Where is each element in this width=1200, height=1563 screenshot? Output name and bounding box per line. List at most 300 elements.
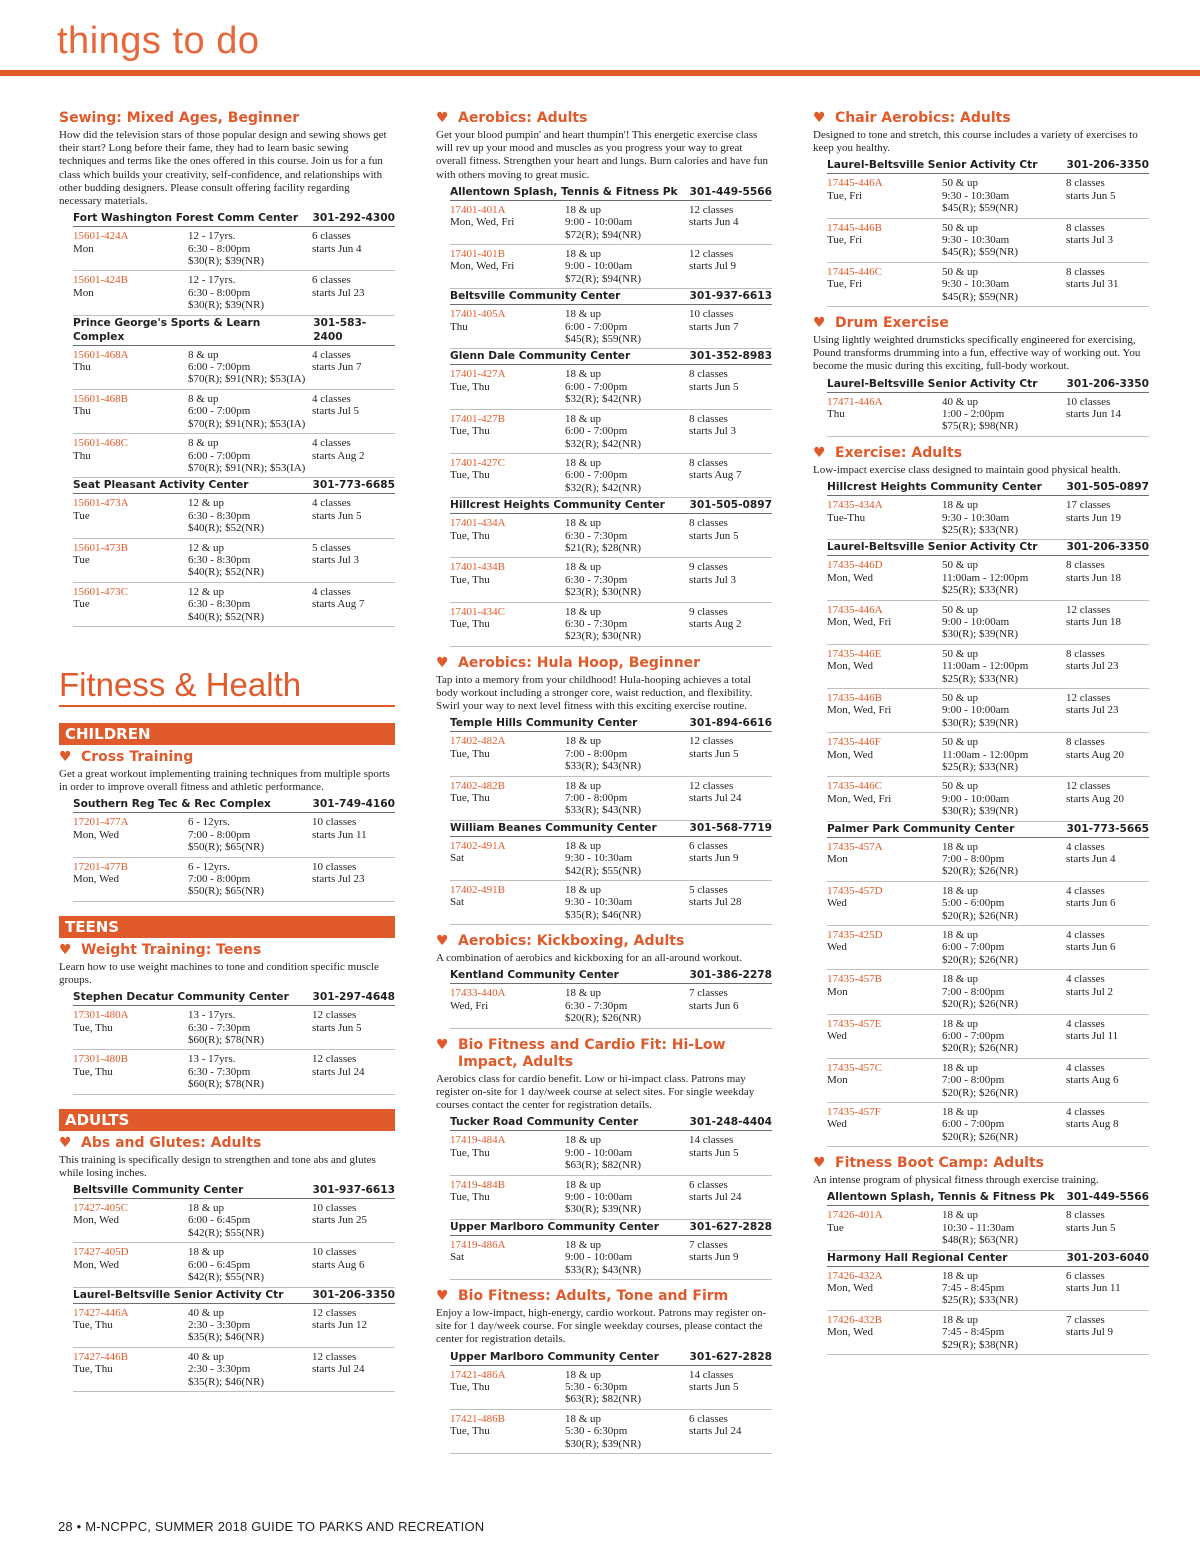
- session-row: [827, 689, 1149, 733]
- session-start: starts Aug 6: [312, 1258, 365, 1271]
- session-detail-cell: [565, 308, 689, 345]
- session-code: 15601-468B: [73, 392, 128, 405]
- session-classes: 7 classes: [689, 987, 728, 1000]
- session-id-cell: [827, 648, 942, 685]
- session-id-cell: [73, 230, 188, 267]
- course-listing: [436, 655, 772, 925]
- session-detail-cell: [942, 604, 1066, 641]
- session-row: [450, 777, 772, 821]
- session-count-cell: [689, 413, 772, 450]
- venue-header: [450, 821, 772, 837]
- session-detail-cell: [942, 692, 1066, 729]
- session-classes: 10 classes: [312, 860, 357, 873]
- venue-phone: 301-206-3350: [1066, 541, 1149, 554]
- session-days: Mon, Wed, Fri: [827, 615, 892, 628]
- session-row: [73, 1304, 395, 1348]
- session-id-cell: [73, 816, 188, 853]
- session-days: Tue, Fri: [827, 234, 863, 247]
- session-start: starts Jul 24: [689, 1425, 742, 1438]
- session-code: 17401-427B: [450, 412, 505, 425]
- session-days: Tue, Thu: [450, 1380, 490, 1393]
- session-time: 9:00 - 10:00am: [565, 1251, 633, 1264]
- venue-name: Beltsville Community Center: [450, 290, 621, 303]
- session-ages: 18 & up: [565, 605, 602, 618]
- session-classes: 6 classes: [1066, 1269, 1105, 1282]
- session-detail-cell: [188, 230, 312, 267]
- session-id-cell: [827, 499, 942, 536]
- session-ages: 18 & up: [188, 1202, 225, 1215]
- session-days: Thu: [827, 408, 845, 421]
- session-start: starts Jul 23: [1066, 704, 1119, 717]
- venue-block: [73, 316, 395, 479]
- session-fee: $25(R); $33(NR): [942, 584, 1019, 597]
- session-detail-cell: [565, 1134, 689, 1171]
- session-start: starts Jul 3: [689, 573, 737, 586]
- session-ages: 18 & up: [942, 973, 979, 986]
- session-id-cell: [73, 1009, 188, 1046]
- session-days: Tue, Thu: [450, 617, 490, 630]
- session-row: [827, 926, 1149, 970]
- session-count-cell: [1066, 499, 1149, 536]
- session-row: [827, 838, 1149, 882]
- session-detail-cell: [188, 1246, 312, 1283]
- session-start: starts Jul 9: [1066, 1326, 1114, 1339]
- session-classes: 5 classes: [312, 541, 351, 554]
- session-code: 17435-446F: [827, 736, 881, 749]
- session-fee: $20(R); $26(NR): [942, 1042, 1019, 1055]
- session-ages: 18 & up: [565, 1178, 602, 1191]
- session-days: Thu: [450, 320, 468, 333]
- session-classes: 8 classes: [1066, 647, 1105, 660]
- session-count-cell: [689, 1134, 772, 1171]
- session-days: Tue, Thu: [73, 1318, 113, 1331]
- session-id-cell: [73, 586, 188, 623]
- session-start: starts Jun 5: [689, 380, 739, 393]
- session-count-cell: [312, 1307, 395, 1344]
- session-time: 7:45 - 8:45pm: [942, 1281, 1005, 1294]
- course-title-text: Sewing: Mixed Ages, Beginner: [59, 110, 300, 126]
- session-code: 17402-491B: [450, 884, 505, 897]
- session-id-cell: [73, 274, 188, 311]
- session-fee: $63(R); $82(NR): [565, 1159, 642, 1172]
- course-description: Get a great workout implementing training techniques from multiple sports in order to improve overall fitness and athletic performance.: [59, 767, 390, 794]
- session-fee: $60(R); $78(NR): [188, 1034, 265, 1047]
- session-classes: 8 classes: [1066, 177, 1105, 190]
- venue-block: [73, 797, 395, 901]
- session-row: [827, 1015, 1149, 1059]
- session-time: 11:00am - 12:00pm: [942, 571, 1029, 584]
- venue-phone: 301-206-3350: [1066, 159, 1149, 172]
- session-classes: 12 classes: [689, 735, 734, 748]
- venue-block: [73, 990, 395, 1094]
- session-time: 7:45 - 8:45pm: [942, 1326, 1005, 1339]
- session-row: [73, 539, 395, 583]
- session-days: Tue, Thu: [450, 1425, 490, 1438]
- heart-icon: ♥: [59, 1134, 72, 1151]
- session-code: 17401-401A: [450, 203, 506, 216]
- heart-icon: ♥: [436, 654, 449, 671]
- session-classes: 4 classes: [1066, 973, 1105, 986]
- session-fee: $42(R); $55(NR): [565, 864, 642, 877]
- session-time: 5:30 - 6:30pm: [565, 1380, 628, 1393]
- course-title-text: Aerobics: Kickboxing, Adults: [458, 933, 685, 950]
- session-count-cell: [689, 987, 772, 1024]
- session-count-cell: [1066, 1018, 1149, 1055]
- session-ages: 50 & up: [942, 647, 979, 660]
- session-count-cell: [1066, 177, 1149, 214]
- course-title: [59, 749, 395, 766]
- session-ages: 18 & up: [565, 203, 602, 216]
- course-title: [59, 110, 395, 127]
- session-detail-cell: [565, 1369, 689, 1406]
- session-id-cell: [450, 1369, 565, 1406]
- session-count-cell: [689, 735, 772, 772]
- session-start: starts Jul 3: [1066, 234, 1114, 247]
- session-ages: 18 & up: [942, 1269, 979, 1282]
- session-code: 17426-432B: [827, 1313, 882, 1326]
- session-detail-cell: [565, 1239, 689, 1276]
- session-id-cell: [827, 177, 942, 214]
- session-count-cell: [689, 780, 772, 817]
- session-days: Tue, Fri: [827, 189, 863, 202]
- venue-name: Prince George's Sports & Learn Complex: [73, 316, 261, 343]
- session-id-cell: [450, 517, 565, 554]
- course-listing: [59, 749, 395, 902]
- heart-icon: ♥: [813, 110, 826, 126]
- session-detail-cell: [942, 1314, 1066, 1351]
- venue-block: [827, 158, 1149, 307]
- session-code: 17419-486A: [450, 1238, 506, 1251]
- session-start: starts Jun 9: [689, 1251, 739, 1264]
- session-ages: 18 & up: [565, 779, 602, 792]
- session-code: 17445-446C: [827, 265, 882, 278]
- session-id-cell: [450, 457, 565, 494]
- session-start: starts Jul 3: [312, 553, 360, 566]
- course-title-text: Fitness Boot Camp: Adults: [835, 1155, 1044, 1172]
- venue-header: [73, 1288, 395, 1304]
- course-title: [813, 110, 1149, 127]
- session-code: 15601-473A: [73, 497, 129, 510]
- venue-name: Fort Washington Forest Comm Center: [73, 212, 299, 225]
- venue-header: [73, 211, 395, 227]
- session-row: [827, 174, 1149, 218]
- session-time: 7:00 - 8:00pm: [565, 792, 628, 805]
- session-code: 17402-482A: [450, 735, 506, 748]
- session-id-cell: [827, 604, 942, 641]
- venue-header: [827, 1190, 1149, 1206]
- session-row: [450, 603, 772, 647]
- session-start: starts Jul 23: [312, 286, 365, 299]
- session-time: 9:30 - 10:30am: [942, 189, 1010, 202]
- venue-header: [827, 1251, 1149, 1267]
- venue-phone: 301-627-2828: [689, 1220, 772, 1233]
- course-title-text: Aerobics: Adults: [458, 110, 588, 126]
- session-row: [827, 733, 1149, 777]
- session-days: Tue, Thu: [450, 469, 490, 482]
- page-header-title: things to do: [57, 20, 260, 62]
- session-start: starts Jun 25: [312, 1214, 367, 1227]
- session-fee: $25(R); $33(NR): [942, 523, 1019, 536]
- session-count-cell: [312, 349, 395, 386]
- session-classes: 12 classes: [689, 779, 734, 792]
- heart-icon: ♥: [59, 748, 72, 765]
- session-code: 17401-427A: [450, 368, 506, 381]
- session-fee: $42(R); $55(NR): [188, 1226, 265, 1239]
- venue-phone: 301-937-6613: [689, 290, 772, 303]
- session-time: 6:30 - 8:30pm: [188, 553, 251, 566]
- venue-phone: 301-206-3350: [1066, 377, 1149, 390]
- session-days: Tue, Thu: [450, 529, 490, 542]
- session-count-cell: [312, 274, 395, 311]
- venue-name: William Beanes Community Center: [450, 821, 657, 834]
- session-code: 17401-434B: [450, 561, 505, 574]
- venue-phone: 301-894-6616: [689, 717, 772, 730]
- session-detail-cell: [565, 1179, 689, 1216]
- course-listing: [436, 1288, 772, 1454]
- session-detail-cell: [942, 648, 1066, 685]
- session-fee: $42(R); $55(NR): [188, 1271, 265, 1284]
- session-start: starts Jun 7: [689, 320, 739, 333]
- session-code: 17301-480A: [73, 1009, 129, 1022]
- age-group-heading: TEENS: [59, 916, 395, 938]
- session-row: [73, 1199, 395, 1243]
- session-time: 11:00am - 12:00pm: [942, 660, 1029, 673]
- session-start: starts Jun 9: [689, 852, 739, 865]
- session-fee: $63(R); $82(NR): [565, 1393, 642, 1406]
- session-start: starts Jun 11: [1066, 1281, 1121, 1294]
- session-code: 17471-446A: [827, 395, 883, 408]
- session-time: 9:30 - 10:30am: [942, 278, 1010, 291]
- session-row: [450, 410, 772, 454]
- course-title: [436, 655, 772, 672]
- session-ages: 40 & up: [188, 1306, 225, 1319]
- session-classes: 8 classes: [1066, 736, 1105, 749]
- course-description: Low-impact exercise class designed to maintain good physical health.: [813, 463, 1121, 476]
- session-fee: $30(R); $39(NR): [942, 628, 1019, 641]
- session-classes: 8 classes: [1066, 221, 1105, 234]
- session-fee: $33(R); $43(NR): [565, 1263, 642, 1276]
- session-detail-cell: [942, 396, 1066, 433]
- session-detail-cell: [942, 1062, 1066, 1099]
- session-code: 17401-434A: [450, 517, 506, 530]
- session-code: 17402-491A: [450, 839, 506, 852]
- session-time: 6:00 - 6:45pm: [188, 1258, 251, 1271]
- session-days: Sat: [450, 852, 465, 865]
- session-row: [450, 1410, 772, 1454]
- course-description: Learn how to use weight machines to tone and condition specific muscle groups.: [59, 960, 379, 987]
- session-count-cell: [312, 393, 395, 430]
- session-classes: 4 classes: [1066, 1017, 1105, 1030]
- session-ages: 18 & up: [942, 1061, 979, 1074]
- session-fee: $32(R); $42(NR): [565, 481, 642, 494]
- session-row: [450, 732, 772, 776]
- session-classes: 9 classes: [689, 605, 728, 618]
- session-detail-cell: [188, 274, 312, 311]
- session-row: [450, 1236, 772, 1280]
- session-fee: $30(R); $39(NR): [188, 255, 265, 268]
- course-title-text: Drum Exercise: [835, 315, 949, 332]
- session-detail-cell: [942, 1018, 1066, 1055]
- session-time: 6:30 - 7:30pm: [188, 1065, 251, 1078]
- session-ages: 18 & up: [565, 1368, 602, 1381]
- session-count-cell: [689, 248, 772, 285]
- session-start: starts Aug 2: [312, 449, 365, 462]
- venue-phone: 301-583-2400: [313, 316, 367, 343]
- session-id-cell: [450, 248, 565, 285]
- session-row: [450, 837, 772, 881]
- session-days: Tue, Thu: [73, 1363, 113, 1376]
- session-fee: $40(R); $52(NR): [188, 566, 265, 579]
- session-start: starts Aug 7: [689, 469, 742, 482]
- session-start: starts Aug 20: [1066, 748, 1125, 761]
- session-id-cell: [827, 1106, 942, 1143]
- venue-phone: 301-206-3350: [312, 1288, 395, 1301]
- venue-header: [73, 316, 395, 346]
- venue-name: Upper Marlboro Community Center: [450, 1350, 659, 1363]
- session-count-cell: [1066, 736, 1149, 773]
- session-detail-cell: [942, 177, 1066, 214]
- session-fee: $23(R); $30(NR): [565, 586, 642, 599]
- session-detail-cell: [942, 1270, 1066, 1307]
- venue-block: [827, 1251, 1149, 1355]
- session-start: starts Jun 5: [689, 529, 739, 542]
- session-time: 6:00 - 7:00pm: [188, 361, 251, 374]
- session-count-cell: [689, 1179, 772, 1216]
- session-start: starts Aug 7: [312, 598, 365, 611]
- session-time: 1:00 - 2:00pm: [942, 408, 1005, 421]
- session-start: starts Jul 23: [1066, 660, 1119, 673]
- session-code: 17435-446A: [827, 603, 883, 616]
- course-title-text: Cross Training: [81, 748, 194, 765]
- session-ages: 50 & up: [942, 265, 979, 278]
- session-ages: 18 & up: [565, 1412, 602, 1425]
- venue-block: [450, 1115, 772, 1219]
- column-1: [59, 110, 395, 1400]
- venue-block: [450, 968, 772, 1028]
- venue-phone: 301-297-4648: [312, 991, 395, 1004]
- session-code: 17426-401A: [827, 1209, 883, 1222]
- session-fee: $25(R); $33(NR): [942, 761, 1019, 773]
- session-start: starts Jun 4: [689, 216, 739, 229]
- course-listing: [813, 1155, 1149, 1355]
- session-days: Mon, Wed: [73, 873, 119, 885]
- session-code: 17421-486B: [450, 1412, 505, 1425]
- session-fee: $48(R); $63(NR): [942, 1234, 1019, 1247]
- session-classes: 10 classes: [312, 1246, 357, 1259]
- session-start: starts Jun 6: [1066, 897, 1116, 910]
- session-count-cell: [1066, 222, 1149, 259]
- session-detail-cell: [565, 413, 689, 450]
- session-code: 17401-434C: [450, 605, 505, 618]
- session-count-cell: [312, 1202, 395, 1239]
- session-start: starts Jul 2: [1066, 985, 1114, 998]
- session-count-cell: [312, 1009, 395, 1046]
- course-title-text: Aerobics: Hula Hoop, Beginner: [458, 654, 701, 671]
- session-time: 9:30 - 10:30am: [942, 234, 1010, 247]
- session-classes: 12 classes: [312, 1306, 357, 1319]
- session-start: starts Jun 5: [312, 1021, 362, 1034]
- venue-name: Laurel-Beltsville Senior Activity Ctr: [827, 541, 1038, 554]
- session-fee: $40(R); $52(NR): [188, 522, 265, 535]
- session-count-cell: [689, 204, 772, 241]
- session-classes: 8 classes: [1066, 1209, 1105, 1222]
- section-rule: [59, 705, 395, 707]
- session-id-cell: [450, 368, 565, 405]
- session-id-cell: [827, 780, 942, 817]
- session-days: Mon, Wed, Fri: [450, 216, 515, 229]
- session-row: [450, 305, 772, 349]
- venue-name: Hillcrest Heights Community Center: [450, 499, 665, 512]
- venue-block: [450, 1220, 772, 1280]
- session-start: starts Jul 24: [312, 1363, 365, 1376]
- session-days: Tue: [73, 598, 90, 611]
- course-listing: [813, 445, 1149, 1147]
- session-count-cell: [689, 884, 772, 921]
- session-ages: 18 & up: [565, 884, 602, 897]
- session-time: 7:00 - 8:00pm: [188, 873, 251, 885]
- session-code: 17401-427C: [450, 456, 505, 469]
- session-fee: $30(R); $39(NR): [565, 1437, 642, 1450]
- session-code: 17435-446E: [827, 647, 882, 660]
- venue-name: Harmony Hall Regional Center: [827, 1251, 1008, 1264]
- venue-name: Laurel-Beltsville Senior Activity Ctr: [827, 377, 1038, 390]
- session-fee: $45(R); $59(NR): [942, 202, 1019, 215]
- session-ages: 40 & up: [188, 1350, 225, 1363]
- session-time: 6:00 - 7:00pm: [565, 380, 628, 393]
- venue-header: [450, 185, 772, 201]
- session-count-cell: [1066, 841, 1149, 878]
- session-ages: 18 & up: [565, 308, 602, 321]
- session-ages: 8 & up: [188, 392, 219, 405]
- session-start: starts Jun 12: [312, 1318, 367, 1331]
- session-start: starts Jun 7: [312, 361, 362, 374]
- session-ages: 18 & up: [565, 517, 602, 530]
- session-detail-cell: [942, 885, 1066, 922]
- session-count-cell: [1066, 559, 1149, 596]
- session-count-cell: [1066, 1106, 1149, 1143]
- course-listing: [436, 110, 772, 647]
- session-days: Mon, Wed, Fri: [827, 792, 892, 805]
- venue-header: [450, 1350, 772, 1366]
- session-detail-cell: [565, 248, 689, 285]
- session-fee: $30(R); $39(NR): [565, 1203, 642, 1216]
- session-detail-cell: [188, 861, 312, 898]
- session-detail-cell: [942, 780, 1066, 817]
- venue-phone: 301-505-0897: [689, 499, 772, 512]
- session-days: Wed, Fri: [450, 999, 489, 1012]
- session-time: 6:00 - 7:00pm: [188, 405, 251, 418]
- session-ages: 6 - 12yrs.: [188, 860, 230, 873]
- session-fee: $20(R); $26(NR): [942, 909, 1019, 922]
- session-row: [827, 1059, 1149, 1103]
- session-row: [73, 1243, 395, 1287]
- session-time: 9:30 - 10:30am: [942, 511, 1010, 524]
- session-id-cell: [73, 437, 188, 474]
- session-count-cell: [1066, 396, 1149, 433]
- session-classes: 10 classes: [312, 1202, 357, 1215]
- session-time: 6:30 - 7:30pm: [565, 529, 628, 542]
- session-id-cell: [450, 1413, 565, 1450]
- session-count-cell: [1066, 1209, 1149, 1246]
- session-code: 15601-473B: [73, 541, 128, 554]
- course-title: [436, 1288, 772, 1305]
- session-id-cell: [827, 973, 942, 1010]
- session-detail-cell: [942, 499, 1066, 536]
- session-ages: 50 & up: [942, 780, 979, 793]
- session-days: Tue, Fri: [827, 278, 863, 291]
- venue-name: Hillcrest Heights Community Center: [827, 481, 1042, 494]
- course-listing: [813, 315, 1149, 437]
